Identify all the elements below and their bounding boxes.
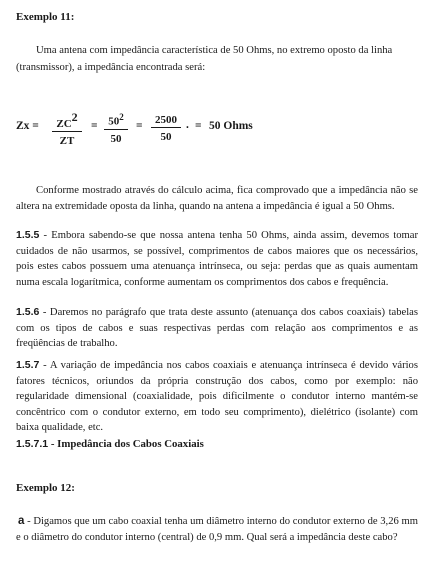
formula-f1-num: ZC [56,118,72,130]
section-1-5-7-number: 1.5.7 [16,359,40,371]
formula-eq-2: = [136,120,143,132]
section-1-5-7 [16,358,418,436]
section-1-5-5-number: 1.5.5 [16,229,40,241]
example-12-item-a [16,514,418,545]
formula-f1-den: ZT [59,135,75,147]
section-1-5-6-text: - Daremos no parágrafo que trata deste assunto (atenuança dos cabos coaxiais) tabelas com os tipos de cabos e suas respectivas perdas com relação aos comprimentos e as freqüências de trabalho. [16,307,418,349]
formula-f2-num: 50 [108,115,120,128]
formula-dot: . [186,119,189,131]
formula-eq-3: = [195,120,202,132]
section-1-5-5 [16,228,418,290]
section-1-5-7-1-title: - Impedância dos Cabos Coaxiais [50,438,204,450]
section-1-5-7-text: - A variação de impedância nos cabos coaxiais e atenuança intrínseca é devido vários fatores técnicos, oriundos da própria construção dos cabos, como por exemplo: não regularidade dimensional (coaxialidade, pois dificilmente o condutor interno mantém-se concêntrico com o condutor externo, em todo seu comprimento), dielétrico (isolante) com baixa qualidade, etc. [16,360,418,433]
example-12-item-text: - Digamos que um cabo coaxial tenha um diâmetro interno do condutor externo de 3,26 mm e o diâmetro do condutor interno (central) de 0,9 mm. Qual será a impedância deste cabo? [16,516,418,543]
formula-fraction-2 [104,112,128,145]
formula-f3-den: 50 [160,131,172,143]
formula-f2-sup: 2 [119,112,124,122]
intro-line-2: (transmissor), a impedância encontrada será: [16,62,206,73]
section-1-5-7-1-number: 1.5.7.1 [16,438,49,450]
example-11-title: Exemplo 11: [16,11,75,23]
formula-lhs: Zx = [16,120,39,132]
example-12-item-label: a [18,515,25,527]
section-1-5-6-number: 1.5.6 [16,306,40,318]
formula-eq-1: = [91,120,98,132]
section-1-5-7-1-heading [16,438,204,450]
formula-f1-sup: 2 [71,110,78,124]
formula-f3-num: 2500 [151,114,181,128]
section-1-5-5-text: - Embora sabendo-se que nossa antena tenha 50 Ohms, ainda assim, devemos tomar cuidados de não usarmos, se possível, comprimentos de cabos maiores que os necessários, pois estes cabos possuem uma atenuança intrínseca, ou seja: perdas que as quais aumentam numa escala logarítmica, conforme aumentam os comprimentos dos cabos e frequência. [16,230,418,288]
conclusion-paragraph: Conforme mostrado através do cálculo acima, fica comprovado que a impedância não se altera na extremidade oposta da linha, quando na antena a impedância é igual a 50 Ohms. [16,185,418,212]
formula-fraction-1 [52,110,82,147]
section-1-5-6 [16,305,418,352]
example-12-title: Exemplo 12: [16,482,75,494]
formula-result: 50 Ohms [209,120,253,132]
formula-f2-den: 50 [110,132,122,145]
intro-line-1: Uma antena com impedância característica de 50 Ohms, no extremo oposto da linha [36,45,393,56]
formula-fraction-3 [151,114,181,143]
